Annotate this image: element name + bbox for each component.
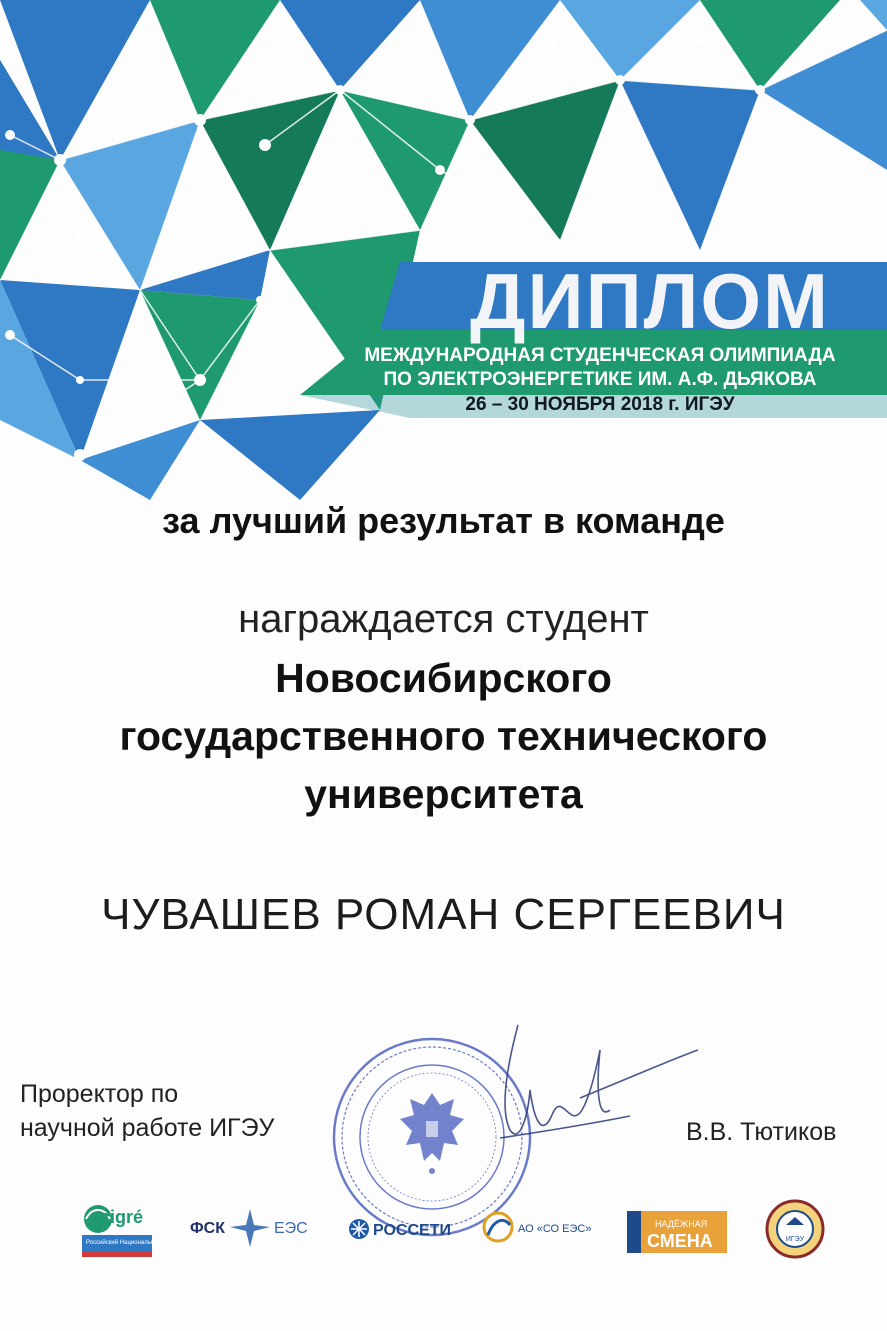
igeu-emblem-text: ИГЭУ [785, 1236, 805, 1243]
awarded-text: награждается студент [238, 597, 649, 641]
university-line-3: университета [304, 771, 583, 817]
signatory-name: В.В. Тютиков [686, 1118, 837, 1146]
rosseti-text: РОССЕТИ [373, 1222, 451, 1239]
cigre-logo [78, 1195, 187, 1261]
cigre-subtitle: Российский Национальный Комитет [86, 1240, 187, 1246]
subtitle-line-1: МЕЖДУНАРОДНАЯ СТУДЕНЧЕСКАЯ ОЛИМПИАДА [364, 345, 836, 366]
rosseti-logo [345, 1195, 475, 1261]
fsk-text-left: ФСК [190, 1220, 225, 1237]
seal-eagle-icon [400, 1093, 464, 1174]
nadezhnaya-smena-logo [625, 1195, 735, 1261]
signatory-role-line-2: научной работе ИГЭУ [20, 1114, 275, 1142]
so-ees-text: АО «СО ЕЭС» [518, 1223, 592, 1235]
smena-text-top: НАДЁЖНАЯ [655, 1219, 708, 1229]
fsk-ees-logo [188, 1195, 318, 1261]
igeu-emblem-logo [760, 1195, 830, 1261]
subtitle-line-2: ПО ЭЛЕКТРОЭНЕРГЕТИКЕ ИМ. А.Ф. ДЬЯКОВА [383, 369, 817, 390]
fsk-star-icon [230, 1209, 270, 1247]
award-reason: за лучший результат в команде [162, 500, 725, 541]
sponsor-logos [0, 1195, 887, 1265]
handwritten-signature [470, 1020, 700, 1170]
so-ees-logo [478, 1195, 598, 1261]
signatory-role-line-1: Проректор по [20, 1080, 179, 1108]
recipient-name: ЧУВАШЕВ РОМАН СЕРГЕЕВИЧ [101, 890, 786, 939]
header-background-art [0, 0, 887, 500]
signatory-role [20, 1077, 274, 1145]
fsk-text-right: ЕЭС [274, 1220, 308, 1237]
university-line-1: Новосибирского [275, 655, 612, 701]
cigre-logo-text: cigré [100, 1207, 144, 1227]
subtitle-line-3: 26 – 30 НОЯБРЯ 2018 г. ИГЭУ [465, 394, 735, 415]
smena-text-bottom: СМЕНА [647, 1231, 713, 1251]
diploma-title: ДИПЛОМ [469, 257, 831, 345]
university-line-2: государственного технического [119, 713, 768, 759]
